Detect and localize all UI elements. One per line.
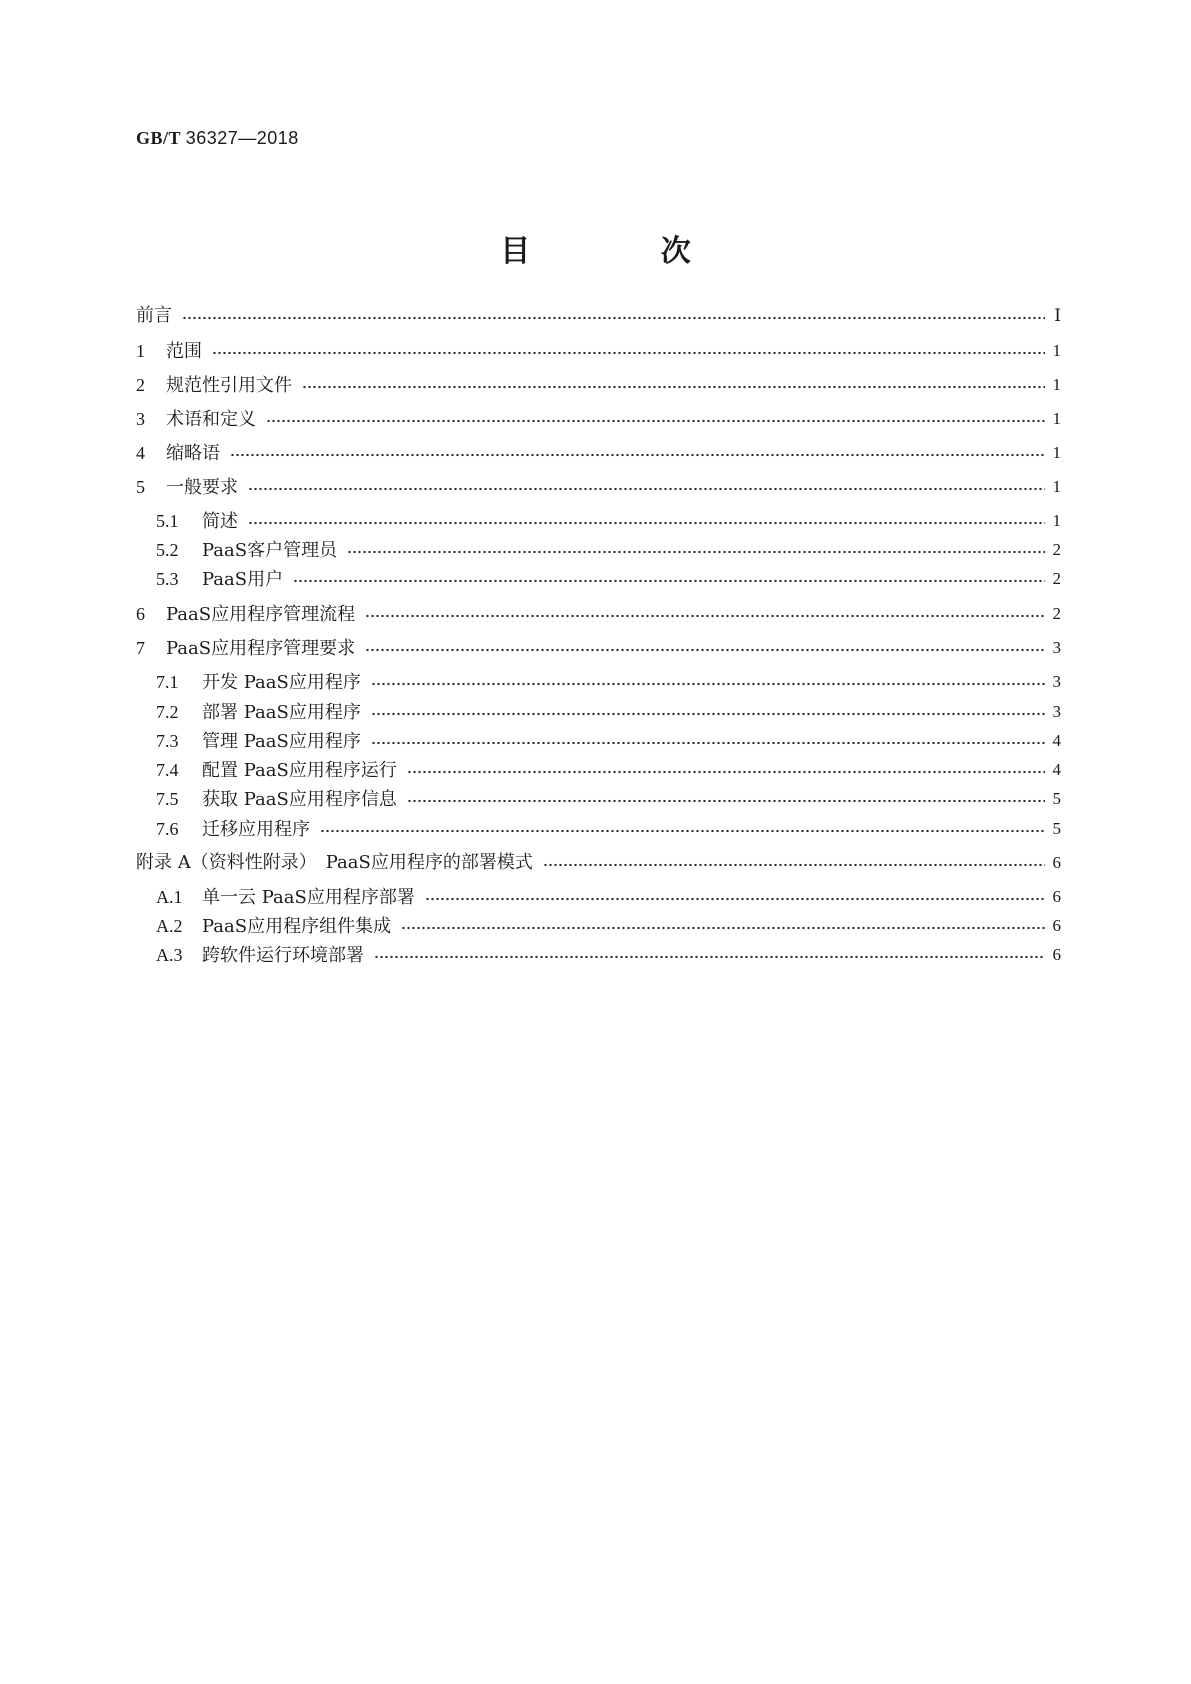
toc-page-number: 4	[1052, 731, 1061, 750]
table-of-contents	[136, 0, 1061, 1684]
toc-section-number: 5.1	[156, 510, 179, 531]
toc-entry-title: 部署 PaaS应用程序	[202, 701, 361, 723]
toc-page-number: 6	[1052, 887, 1061, 906]
toc-page-number: 6	[1052, 916, 1061, 935]
toc-leader-dots	[543, 863, 1045, 867]
toc-leader-dots	[320, 829, 1045, 833]
toc-entry-title: 范围	[166, 340, 202, 362]
toc-page-number: 2	[1052, 604, 1061, 623]
toc-entry-label	[156, 758, 397, 783]
toc-entry-title: 缩略语	[166, 442, 220, 464]
toc-leader-dots	[230, 453, 1045, 457]
toc-entry-5-1[interactable]	[156, 509, 1061, 533]
toc-entry-label	[136, 441, 220, 466]
toc-section-number: 7.6	[156, 818, 179, 839]
toc-entry-title: 前言	[136, 305, 172, 326]
toc-page-number: 1	[1052, 511, 1061, 530]
toc-entry-7-5[interactable]	[156, 787, 1061, 811]
toc-entry-title: PaaS用户	[202, 568, 284, 590]
toc-leader-dots	[248, 521, 1045, 525]
toc-entry-title: 附录 A（资料性附录） PaaS应用程序的部署模式	[136, 852, 533, 873]
toc-entry-a-2[interactable]	[156, 914, 1061, 938]
toc-entry-title: PaaS客户管理员	[202, 539, 338, 561]
toc-leader-dots	[407, 770, 1045, 774]
toc-section-number: A.2	[156, 915, 183, 936]
toc-entry-label	[156, 885, 415, 910]
toc-page-number: 1	[1052, 409, 1061, 428]
toc-section-number: 6	[136, 603, 145, 624]
toc-entry-title: 配置 PaaS应用程序运行	[202, 759, 397, 781]
toc-page-number: 4	[1052, 760, 1061, 779]
toc-entry-label	[136, 602, 355, 627]
toc-section-number: A.3	[156, 944, 183, 965]
toc-entry-title: 一般要求	[166, 476, 238, 498]
toc-entry-label	[156, 538, 337, 563]
toc-section-number: 2	[136, 374, 145, 395]
toc-page-number: 2	[1052, 569, 1061, 588]
toc-page-number: 5	[1052, 789, 1061, 808]
toc-entry-label	[156, 787, 397, 812]
toc-entry-6[interactable]	[136, 602, 1061, 626]
toc-leader-dots	[248, 487, 1045, 491]
toc-entry-7-6[interactable]	[156, 817, 1061, 841]
toc-page-number: 5	[1052, 819, 1061, 838]
toc-entry-2[interactable]	[136, 373, 1061, 397]
toc-entry-5-3[interactable]	[156, 567, 1061, 591]
toc-page-number: 3	[1052, 672, 1061, 691]
toc-entry-1[interactable]	[136, 339, 1061, 363]
toc-page-number: 1	[1052, 341, 1061, 360]
toc-entry-4[interactable]	[136, 441, 1061, 465]
toc-section-number: A.1	[156, 886, 183, 907]
toc-page-number: 2	[1052, 540, 1061, 559]
toc-leader-dots	[374, 955, 1045, 959]
standard-prefix: GB/T	[136, 128, 181, 148]
toc-section-number: 1	[136, 340, 145, 361]
toc-entry-title: 迁移应用程序	[202, 818, 310, 840]
toc-entry-a-3[interactable]	[156, 943, 1061, 967]
toc-entry-label	[156, 670, 361, 695]
toc-entry-title: 术语和定义	[166, 408, 256, 430]
toc-entry-7-3[interactable]	[156, 729, 1061, 753]
toc-entry-label	[136, 339, 202, 364]
toc-entry-7-2[interactable]	[156, 700, 1061, 724]
toc-leader-dots	[347, 550, 1045, 554]
toc-section-number: 5	[136, 476, 145, 497]
toc-entry-label	[156, 509, 238, 534]
toc-entry-title: PaaS应用程序管理要求	[166, 637, 356, 659]
toc-section-number: 5.2	[156, 539, 179, 560]
toc-entry-label	[136, 475, 238, 500]
toc-entry-3[interactable]	[136, 407, 1061, 431]
toc-entry-title: 单一云 PaaS应用程序部署	[202, 886, 415, 908]
toc-entry-title: 获取 PaaS应用程序信息	[202, 788, 397, 810]
toc-page-number: 1	[1052, 477, 1061, 496]
toc-leader-dots	[401, 926, 1045, 930]
toc-entry-7-4[interactable]	[156, 758, 1061, 782]
toc-page-number: 1	[1052, 375, 1061, 394]
toc-leader-dots	[425, 897, 1045, 901]
toc-leader-dots	[212, 351, 1045, 355]
toc-leader-dots	[293, 579, 1045, 583]
toc-entry-label	[156, 817, 310, 842]
toc-entry-label	[136, 851, 533, 875]
toc-page-number: 6	[1052, 945, 1061, 964]
toc-entry-label	[136, 304, 172, 328]
toc-entry-title: 开发 PaaS应用程序	[202, 671, 361, 693]
toc-section-number: 7.4	[156, 759, 179, 780]
toc-page-number: 1	[1052, 443, 1061, 462]
toc-leader-dots	[407, 799, 1045, 803]
standard-code: 36327—2018	[185, 128, 299, 148]
toc-entry-label	[136, 636, 355, 661]
toc-entry-foreword[interactable]	[136, 304, 1061, 328]
toc-section-number: 5.3	[156, 568, 179, 589]
toc-entry-5-2[interactable]	[156, 538, 1061, 562]
toc-section-number: 7	[136, 637, 145, 658]
toc-entry-title: 跨软件运行环境部署	[202, 944, 364, 966]
toc-page-number: 3	[1052, 638, 1061, 657]
toc-entry-label	[156, 700, 361, 725]
toc-entry-label	[156, 567, 283, 592]
toc-leader-dots	[365, 614, 1045, 618]
toc-section-number: 7.2	[156, 701, 179, 722]
toc-entry-label	[156, 914, 391, 939]
toc-entry-label	[136, 407, 256, 432]
toc-entry-title: 简述	[202, 510, 238, 532]
toc-entry-title: PaaS应用程序管理流程	[166, 603, 356, 625]
toc-leader-dots	[371, 712, 1045, 716]
toc-section-number: 7.5	[156, 788, 179, 809]
toc-leader-dots	[371, 682, 1045, 686]
toc-entry-7[interactable]	[136, 636, 1061, 660]
toc-leader-dots	[266, 419, 1045, 423]
toc-entry-title: PaaS应用程序组件集成	[202, 915, 392, 937]
toc-title: 目 次	[500, 234, 751, 269]
toc-entry-5[interactable]	[136, 475, 1061, 499]
toc-entry-7-1[interactable]	[156, 670, 1061, 694]
toc-leader-dots	[371, 741, 1045, 745]
toc-section-number: 4	[136, 442, 145, 463]
toc-page-number: 6	[1052, 853, 1061, 872]
toc-leader-dots	[302, 385, 1045, 389]
toc-entry-label	[136, 373, 292, 398]
toc-entry-title: 管理 PaaS应用程序	[202, 730, 361, 752]
toc-section-number: 7.1	[156, 671, 179, 692]
toc-entry-label	[156, 943, 364, 968]
toc-section-number: 7.3	[156, 730, 179, 751]
toc-entry-title: 规范性引用文件	[166, 374, 292, 396]
toc-page-number: 3	[1052, 702, 1061, 721]
toc-leader-dots	[365, 648, 1045, 652]
toc-entry-a-1[interactable]	[156, 885, 1061, 909]
toc-entry-annex-a[interactable]	[136, 851, 1061, 875]
toc-page-number: Ⅰ	[1054, 306, 1061, 325]
toc-entry-label	[156, 729, 361, 754]
toc-section-number: 3	[136, 408, 145, 429]
toc-leader-dots	[182, 316, 1045, 320]
